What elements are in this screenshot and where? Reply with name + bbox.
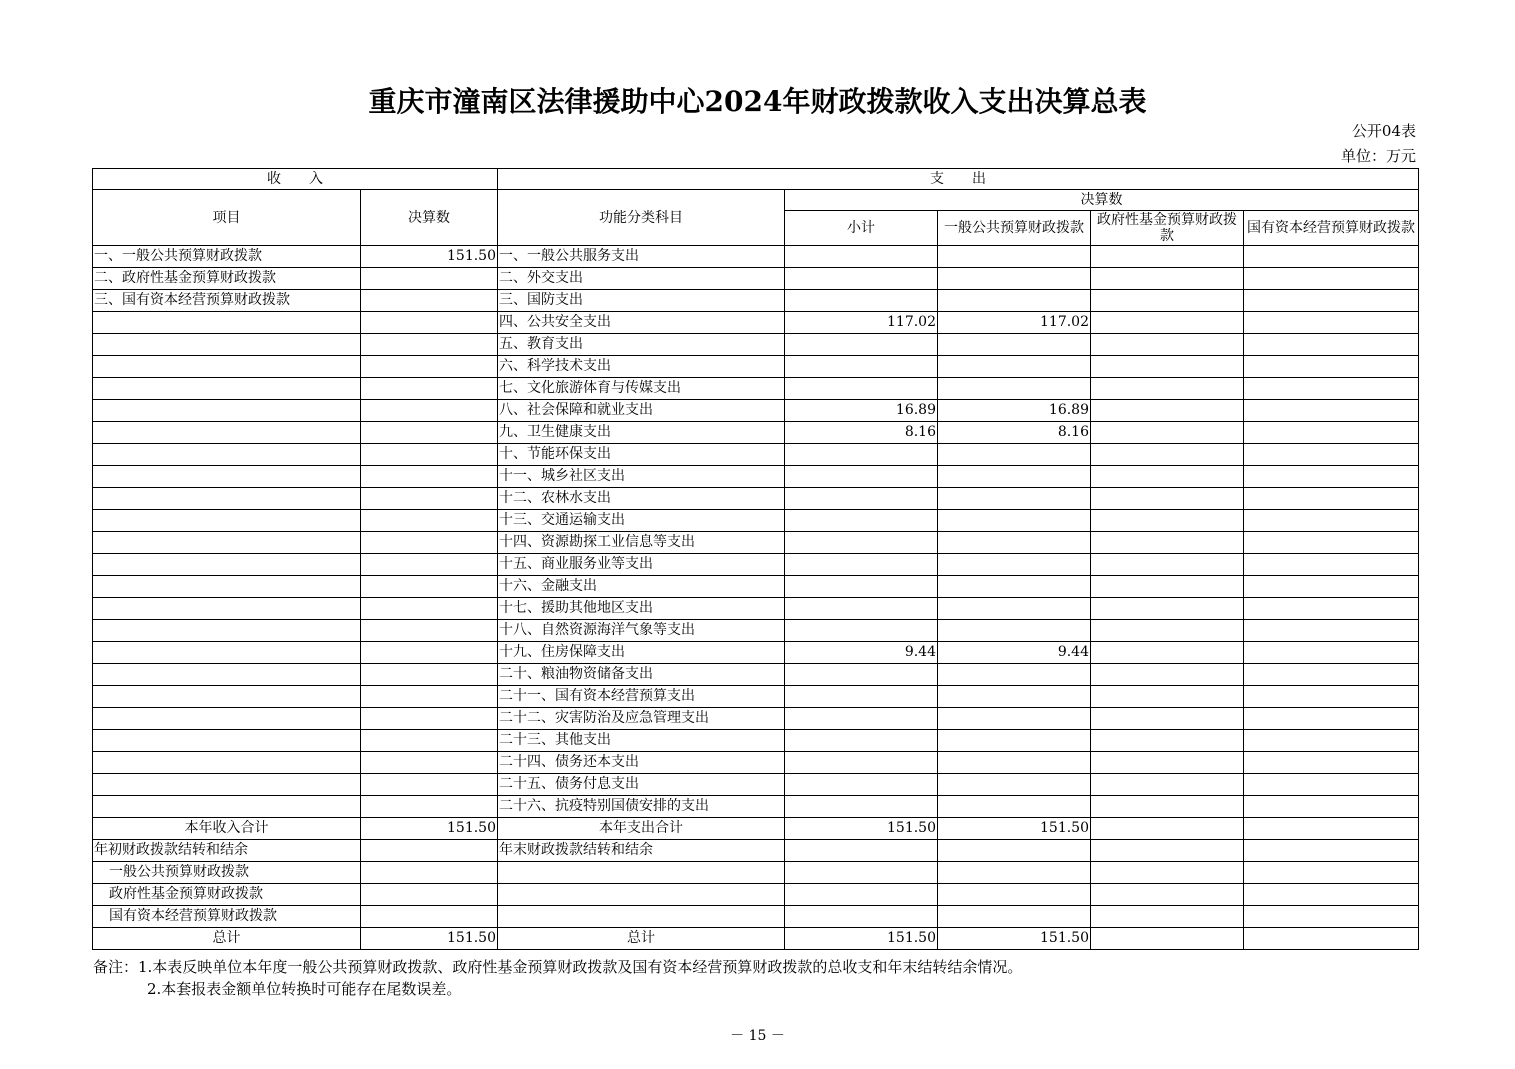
table-row bbox=[93, 796, 1419, 818]
carryover-income-label: 年初财政拨款结转和结余 bbox=[93, 840, 361, 862]
expense-general-cell bbox=[938, 510, 1091, 532]
expense-general-cell bbox=[938, 598, 1091, 620]
expense-general-cell bbox=[938, 730, 1091, 752]
subtotal-header: 小计 bbox=[785, 211, 938, 246]
table-row bbox=[93, 532, 1419, 554]
expense-item-cell: 九、卫生健康支出 bbox=[498, 422, 785, 444]
expense-gov-fund-cell bbox=[1091, 334, 1244, 356]
income-item-cell bbox=[93, 422, 361, 444]
expense-header: 支 出 bbox=[498, 169, 1419, 190]
income-item-cell bbox=[93, 576, 361, 598]
table-row bbox=[93, 356, 1419, 378]
expense-state-capital-cell bbox=[1244, 400, 1419, 422]
table-row bbox=[93, 312, 1419, 334]
expense-subtotal-cell bbox=[785, 510, 938, 532]
table-row bbox=[93, 466, 1419, 488]
table-row bbox=[93, 598, 1419, 620]
expense-general-cell: 8.16 bbox=[938, 422, 1091, 444]
expense-state-capital-cell bbox=[1244, 246, 1419, 268]
expense-general-cell bbox=[938, 576, 1091, 598]
income-amount-cell bbox=[361, 620, 498, 642]
income-amount-cell bbox=[361, 334, 498, 356]
table-row bbox=[93, 246, 1419, 268]
expense-subtotal-cell bbox=[785, 356, 938, 378]
expense-total-label: 本年支出合计 bbox=[498, 818, 785, 840]
income-item-cell bbox=[93, 774, 361, 796]
income-item-cell bbox=[93, 708, 361, 730]
expense-subtotal-cell bbox=[785, 576, 938, 598]
income-item-cell bbox=[93, 312, 361, 334]
expense-gov-fund-cell bbox=[1091, 268, 1244, 290]
income-item-cell bbox=[93, 334, 361, 356]
expense-state-capital-cell bbox=[1244, 664, 1419, 686]
expense-subtotal-cell bbox=[785, 290, 938, 312]
income-item-cell bbox=[93, 466, 361, 488]
expense-subtotal-cell bbox=[785, 554, 938, 576]
income-item-cell bbox=[93, 664, 361, 686]
grand-expense-state-capital bbox=[1244, 928, 1419, 950]
income-item-cell bbox=[93, 642, 361, 664]
annual-total-row bbox=[93, 818, 1419, 840]
expense-subtotal-cell bbox=[785, 444, 938, 466]
expense-item-cell: 二十四、债务还本支出 bbox=[498, 752, 785, 774]
expense-state-capital-cell bbox=[1244, 796, 1419, 818]
expense-state-capital-cell bbox=[1244, 532, 1419, 554]
expense-state-capital-cell bbox=[1244, 268, 1419, 290]
income-amount-cell bbox=[361, 400, 498, 422]
expense-state-capital-cell bbox=[1244, 378, 1419, 400]
expense-state-capital-cell bbox=[1244, 488, 1419, 510]
expense-gov-fund-cell bbox=[1091, 708, 1244, 730]
income-amount-cell bbox=[361, 488, 498, 510]
note-1: 备注：1.本表反映单位本年度一般公共预算财政拨款、政府性基金预算财政拨款及国有资本经营预算财政拨款的总收支和年末结转结余情况。 bbox=[93, 958, 1023, 976]
page-number: － 15 － bbox=[730, 1028, 785, 1044]
income-amount-cell bbox=[361, 752, 498, 774]
grand-expense-general: 151.50 bbox=[938, 928, 1091, 950]
income-amount-cell bbox=[361, 576, 498, 598]
expense-gov-fund-cell bbox=[1091, 356, 1244, 378]
expense-general-cell bbox=[938, 752, 1091, 774]
expense-subtotal-cell: 9.44 bbox=[785, 642, 938, 664]
income-amount-cell bbox=[361, 642, 498, 664]
expense-item-cell: 二十二、灾害防治及应急管理支出 bbox=[498, 708, 785, 730]
expense-item-cell: 十一、城乡社区支出 bbox=[498, 466, 785, 488]
expense-state-capital-cell bbox=[1244, 708, 1419, 730]
income-item-cell bbox=[93, 796, 361, 818]
table-row bbox=[93, 554, 1419, 576]
expense-subtotal-cell bbox=[785, 620, 938, 642]
expense-general-cell bbox=[938, 686, 1091, 708]
expense-total-subtotal: 151.50 bbox=[785, 818, 938, 840]
expense-state-capital-cell bbox=[1244, 466, 1419, 488]
table-row bbox=[93, 752, 1419, 774]
expense-gov-fund-cell bbox=[1091, 796, 1244, 818]
expense-subtotal-cell bbox=[785, 334, 938, 356]
expense-gov-fund-cell bbox=[1091, 774, 1244, 796]
income-amount-cell bbox=[361, 708, 498, 730]
expense-item-cell: 二、外交支出 bbox=[498, 268, 785, 290]
expense-state-capital-cell bbox=[1244, 774, 1419, 796]
income-total-label: 本年收入合计 bbox=[93, 818, 361, 840]
expense-subtotal-cell bbox=[785, 466, 938, 488]
expense-subtotal-cell bbox=[785, 796, 938, 818]
table-row bbox=[93, 708, 1419, 730]
income-amount-cell bbox=[361, 356, 498, 378]
expense-general-cell bbox=[938, 356, 1091, 378]
expense-item-cell: 十八、自然资源海洋气象等支出 bbox=[498, 620, 785, 642]
carryover-row bbox=[93, 840, 1419, 862]
expense-gov-fund-cell bbox=[1091, 642, 1244, 664]
expense-item-cell: 一、一般公共服务支出 bbox=[498, 246, 785, 268]
unit-label: 单位：万元 bbox=[1340, 147, 1416, 165]
expense-subtotal-cell bbox=[785, 532, 938, 554]
income-item-cell bbox=[93, 532, 361, 554]
income-amount-cell bbox=[361, 664, 498, 686]
expense-item-cell: 十六、金融支出 bbox=[498, 576, 785, 598]
expense-gov-fund-cell bbox=[1091, 598, 1244, 620]
carryover-sub-row bbox=[93, 884, 1419, 906]
expense-general-cell: 16.89 bbox=[938, 400, 1091, 422]
expense-gov-fund-cell bbox=[1091, 554, 1244, 576]
grand-total-row bbox=[93, 928, 1419, 950]
income-item-cell bbox=[93, 598, 361, 620]
state-capital-header: 国有资本经营预算财政拨款 bbox=[1244, 211, 1419, 246]
expense-subtotal-cell: 8.16 bbox=[785, 422, 938, 444]
income-amount-cell bbox=[361, 554, 498, 576]
carryover-sub-label: 一般公共预算财政拨款 bbox=[93, 862, 361, 884]
income-amount-cell bbox=[361, 774, 498, 796]
income-item-cell bbox=[93, 400, 361, 422]
income-item-cell bbox=[93, 554, 361, 576]
income-amount-cell bbox=[361, 378, 498, 400]
income-item-cell bbox=[93, 620, 361, 642]
income-amount-cell bbox=[361, 422, 498, 444]
carryover-sub-row bbox=[93, 906, 1419, 928]
carryover-sub-label: 政府性基金预算财政拨款 bbox=[93, 884, 361, 906]
expense-item-cell: 二十五、债务付息支出 bbox=[498, 774, 785, 796]
income-header: 收 入 bbox=[93, 169, 498, 190]
income-amount-cell bbox=[361, 796, 498, 818]
expense-item-cell: 四、公共安全支出 bbox=[498, 312, 785, 334]
income-amount-cell bbox=[361, 268, 498, 290]
expense-item-cell: 六、科学技术支出 bbox=[498, 356, 785, 378]
expense-state-capital-cell bbox=[1244, 620, 1419, 642]
note-2: 2.本套报表金额单位转换时可能存在尾数误差。 bbox=[147, 980, 462, 998]
expense-gov-fund-cell bbox=[1091, 312, 1244, 334]
table-code: 公开04表 bbox=[1351, 122, 1416, 140]
expense-general-cell bbox=[938, 532, 1091, 554]
expense-state-capital-cell bbox=[1244, 422, 1419, 444]
income-item-cell: 一、一般公共预算财政拨款 bbox=[93, 246, 361, 268]
expense-state-capital-cell bbox=[1244, 510, 1419, 532]
income-item-cell bbox=[93, 752, 361, 774]
expense-general-cell bbox=[938, 290, 1091, 312]
expense-general-cell bbox=[938, 268, 1091, 290]
expense-total-state-capital bbox=[1244, 818, 1419, 840]
expense-total-gov-fund bbox=[1091, 818, 1244, 840]
expense-item-cell: 十九、住房保障支出 bbox=[498, 642, 785, 664]
expense-general-cell: 9.44 bbox=[938, 642, 1091, 664]
table-body bbox=[93, 246, 1419, 818]
expense-gov-fund-cell bbox=[1091, 466, 1244, 488]
income-amount-cell bbox=[361, 532, 498, 554]
expense-subtotal-cell bbox=[785, 708, 938, 730]
expense-state-capital-cell bbox=[1244, 686, 1419, 708]
income-item-cell: 二、政府性基金预算财政拨款 bbox=[93, 268, 361, 290]
grand-expense-gov-fund bbox=[1091, 928, 1244, 950]
carryover-expense-label: 年末财政拨款结转和结余 bbox=[498, 840, 785, 862]
income-item-cell bbox=[93, 488, 361, 510]
fiscal-summary-table bbox=[92, 168, 1419, 950]
expense-item-cell: 二十、粮油物资储备支出 bbox=[498, 664, 785, 686]
expense-gov-fund-cell bbox=[1091, 510, 1244, 532]
expense-state-capital-cell bbox=[1244, 642, 1419, 664]
expense-total-general: 151.50 bbox=[938, 818, 1091, 840]
expense-subtotal-cell bbox=[785, 246, 938, 268]
expense-subtotal-cell bbox=[785, 752, 938, 774]
expense-general-cell bbox=[938, 796, 1091, 818]
table-row bbox=[93, 686, 1419, 708]
expense-subtotal-cell bbox=[785, 598, 938, 620]
expense-gov-fund-cell bbox=[1091, 422, 1244, 444]
notes bbox=[93, 956, 1022, 1000]
table-row bbox=[93, 774, 1419, 796]
income-amount-header: 决算数 bbox=[361, 190, 498, 246]
expense-item-cell: 十五、商业服务业等支出 bbox=[498, 554, 785, 576]
table-row bbox=[93, 664, 1419, 686]
expense-item-cell: 三、国防支出 bbox=[498, 290, 785, 312]
expense-gov-fund-cell bbox=[1091, 730, 1244, 752]
expense-item-cell: 五、教育支出 bbox=[498, 334, 785, 356]
expense-gov-fund-cell bbox=[1091, 752, 1244, 774]
final-amount-header: 决算数 bbox=[785, 190, 1419, 211]
income-item-cell bbox=[93, 510, 361, 532]
general-budget-header: 一般公共预算财政拨款 bbox=[938, 211, 1091, 246]
income-amount-cell bbox=[361, 290, 498, 312]
expense-subtotal-cell bbox=[785, 686, 938, 708]
expense-gov-fund-cell bbox=[1091, 444, 1244, 466]
expense-general-cell bbox=[938, 246, 1091, 268]
expense-subtotal-cell bbox=[785, 730, 938, 752]
expense-state-capital-cell bbox=[1244, 444, 1419, 466]
table-row bbox=[93, 620, 1419, 642]
income-item-cell bbox=[93, 686, 361, 708]
expense-state-capital-cell bbox=[1244, 554, 1419, 576]
expense-general-cell bbox=[938, 488, 1091, 510]
expense-subtotal-cell bbox=[785, 268, 938, 290]
expense-state-capital-cell bbox=[1244, 290, 1419, 312]
expense-general-cell: 117.02 bbox=[938, 312, 1091, 334]
income-item-cell bbox=[93, 730, 361, 752]
expense-subtotal-cell bbox=[785, 774, 938, 796]
table-row bbox=[93, 334, 1419, 356]
expense-general-cell bbox=[938, 554, 1091, 576]
expense-gov-fund-cell bbox=[1091, 246, 1244, 268]
expense-state-capital-cell bbox=[1244, 730, 1419, 752]
item-header: 项目 bbox=[93, 190, 361, 246]
table-row bbox=[93, 730, 1419, 752]
expense-gov-fund-cell bbox=[1091, 664, 1244, 686]
grand-income-amount: 151.50 bbox=[361, 928, 498, 950]
expense-item-cell: 二十三、其他支出 bbox=[498, 730, 785, 752]
expense-item-cell: 十七、援助其他地区支出 bbox=[498, 598, 785, 620]
expense-state-capital-cell bbox=[1244, 334, 1419, 356]
expense-gov-fund-cell bbox=[1091, 686, 1244, 708]
expense-subtotal-cell: 16.89 bbox=[785, 400, 938, 422]
grand-expense-subtotal: 151.50 bbox=[785, 928, 938, 950]
income-item-cell bbox=[93, 378, 361, 400]
expense-subtotal-cell bbox=[785, 378, 938, 400]
expense-general-cell bbox=[938, 774, 1091, 796]
expense-state-capital-cell bbox=[1244, 598, 1419, 620]
table-row bbox=[93, 422, 1419, 444]
expense-subtotal-cell: 117.02 bbox=[785, 312, 938, 334]
income-amount-cell bbox=[361, 466, 498, 488]
table-row bbox=[93, 444, 1419, 466]
income-amount-cell bbox=[361, 730, 498, 752]
expense-general-cell bbox=[938, 444, 1091, 466]
table-row bbox=[93, 268, 1419, 290]
income-amount-cell bbox=[361, 510, 498, 532]
expense-gov-fund-cell bbox=[1091, 290, 1244, 312]
income-total-amount: 151.50 bbox=[361, 818, 498, 840]
table-row bbox=[93, 576, 1419, 598]
carryover-sub-row bbox=[93, 862, 1419, 884]
table-row bbox=[93, 378, 1419, 400]
expense-item-cell: 十二、农林水支出 bbox=[498, 488, 785, 510]
expense-item-cell: 二十一、国有资本经营预算支出 bbox=[498, 686, 785, 708]
expense-general-cell bbox=[938, 708, 1091, 730]
expense-subtotal-cell bbox=[785, 664, 938, 686]
expense-general-cell bbox=[938, 620, 1091, 642]
expense-general-cell bbox=[938, 334, 1091, 356]
grand-income-label: 总计 bbox=[93, 928, 361, 950]
income-amount-cell bbox=[361, 598, 498, 620]
expense-item-cell: 二十六、抗疫特别国债安排的支出 bbox=[498, 796, 785, 818]
expense-gov-fund-cell bbox=[1091, 378, 1244, 400]
income-item-cell: 三、国有资本经营预算财政拨款 bbox=[93, 290, 361, 312]
expense-state-capital-cell bbox=[1244, 356, 1419, 378]
table-row bbox=[93, 488, 1419, 510]
table-row bbox=[93, 510, 1419, 532]
gov-fund-header: 政府性基金预算财政拨款 bbox=[1091, 211, 1244, 246]
expense-state-capital-cell bbox=[1244, 576, 1419, 598]
expense-item-cell: 十四、资源勘探工业信息等支出 bbox=[498, 532, 785, 554]
table-row bbox=[93, 400, 1419, 422]
carryover-sub-label: 国有资本经营预算财政拨款 bbox=[93, 906, 361, 928]
expense-gov-fund-cell bbox=[1091, 400, 1244, 422]
expense-item-cell: 十三、交通运输支出 bbox=[498, 510, 785, 532]
income-amount-cell bbox=[361, 444, 498, 466]
income-item-cell bbox=[93, 356, 361, 378]
table-row bbox=[93, 642, 1419, 664]
page-title: 重庆市潼南区法律援助中心2024年财政拨款收入支出决算总表 bbox=[368, 85, 1147, 118]
table-row bbox=[93, 290, 1419, 312]
expense-subtotal-cell bbox=[785, 488, 938, 510]
expense-gov-fund-cell bbox=[1091, 576, 1244, 598]
expense-gov-fund-cell bbox=[1091, 488, 1244, 510]
expense-item-cell: 七、文化旅游体育与传媒支出 bbox=[498, 378, 785, 400]
expense-item-cell: 八、社会保障和就业支出 bbox=[498, 400, 785, 422]
income-amount-cell: 151.50 bbox=[361, 246, 498, 268]
grand-expense-label: 总计 bbox=[498, 928, 785, 950]
expense-general-cell bbox=[938, 466, 1091, 488]
income-amount-cell bbox=[361, 686, 498, 708]
func-class-header: 功能分类科目 bbox=[498, 190, 785, 246]
income-amount-cell bbox=[361, 312, 498, 334]
expense-general-cell bbox=[938, 378, 1091, 400]
expense-gov-fund-cell bbox=[1091, 620, 1244, 642]
expense-state-capital-cell bbox=[1244, 752, 1419, 774]
expense-gov-fund-cell bbox=[1091, 532, 1244, 554]
expense-item-cell: 十、节能环保支出 bbox=[498, 444, 785, 466]
expense-general-cell bbox=[938, 664, 1091, 686]
income-item-cell bbox=[93, 444, 361, 466]
expense-state-capital-cell bbox=[1244, 312, 1419, 334]
